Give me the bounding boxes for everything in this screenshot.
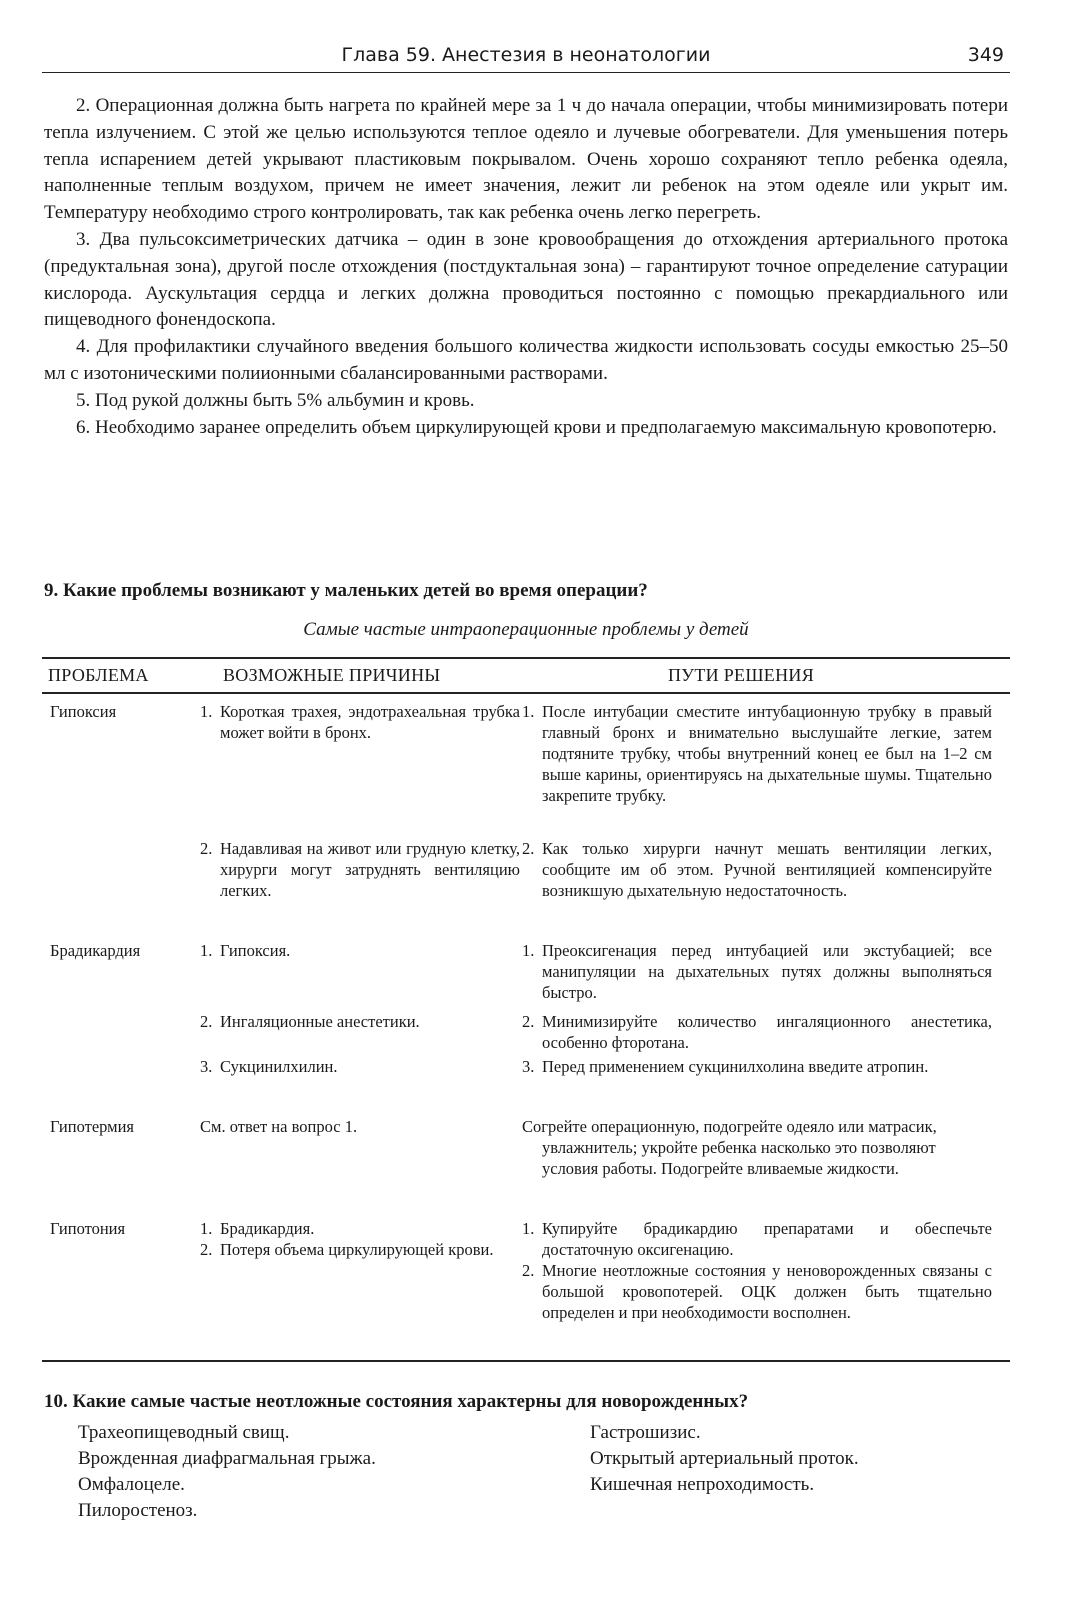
header-solutions: ПУТИ РЕШЕНИЯ xyxy=(668,665,815,685)
solution-text: Преоксигенация перед интубацией или экстубацией; все манипуляции на дыхательных путях должны выполняться быстро. xyxy=(542,941,992,1002)
cause-text: См. ответ на вопрос 1. xyxy=(200,1117,358,1136)
solution-cell xyxy=(522,701,992,806)
list-item: Омфалоцеле. xyxy=(78,1474,185,1495)
problem-hypothermia: Гипотермия xyxy=(50,1117,134,1136)
item-number: 3. xyxy=(200,1057,213,1076)
solution-cell xyxy=(522,838,992,901)
question-10: 10. Какие самые частые неотложные состояния характерны для новорожденных? xyxy=(44,1391,749,1412)
paragraph-2: 2. Операционная должна быть нагрета по крайней мере за 1 ч до начала операции, чтобы минимизировать потери тепла излучением. С этой же целью используются теплое одеяло и лучевые обогреватели. Для уменьшения потерь тепла испарением детей укрывают пластиковым покрывалом. Очень хорошо сохраняют тепло ребенка одеяла, наполненные теплым воздухом, причем не имеет значения, лежит ли ребенок на этом одеяле или укрыт им. Температуру необходимо строго контролировать, так как ребенка очень легко перегреть. xyxy=(44,95,1008,224)
chapter-title: Глава 59. Анестезия в неонатологии xyxy=(341,44,711,66)
paragraph-4: 4. Для профилактики случайного введения большого количества жидкости использовать сосуды емкостью 25–50 мл с изотоническими полиионными сбалансированными растворами. xyxy=(44,336,1008,384)
solution-cell xyxy=(522,1116,992,1179)
item-number: 2. xyxy=(200,839,213,858)
cause-text: Гипоксия. xyxy=(220,941,291,960)
item-number: 2. xyxy=(200,1240,213,1259)
paragraph-6: 6. Необходимо заранее определить объем циркулирующей крови и предполагаемую максимальную кровопотерю. xyxy=(76,416,997,438)
body-text xyxy=(44,93,1008,441)
list-item: Кишечная непроходимость. xyxy=(590,1474,815,1495)
paragraph-3: 3. Два пульсоксиметрических датчика – один в зоне кровообращения до отхождения артериального протока (предуктальная зона), другой после отхождения (постдуктальная зона) – гарантируют точное определение сатурации кислорода. Аускультация сердца и легких должна проводиться постоянно с помощью прекардиального или пищеводного фонендоскопа. xyxy=(44,228,1008,331)
solution-text: Купируйте брадикардию препаратами и обеспечьте достаточную оксигенацию. xyxy=(542,1219,992,1259)
item-number: 2. xyxy=(522,839,535,858)
solution-text: После интубации сместите интубационную трубку в правый главный бронх и внимательно выслушайте легкие, затем подтяните трубку, чтобы внутренний конец ее был на 1–2 см выше карины, ориентируясь на дыхательные шумы. Тщательно закрепите трубку. xyxy=(542,702,992,805)
cause-cell xyxy=(200,1218,520,1260)
table-bottom-rule xyxy=(42,1360,1010,1362)
paragraph-5: 5. Под рукой должны быть 5% альбумин и кровь. xyxy=(76,389,475,411)
cause-text: Короткая трахея, эндотрахеальная трубка может войти в бронх. xyxy=(220,702,520,742)
item-number: 2. xyxy=(522,1012,535,1031)
solution-text: Минимизируйте количество ингаляционного анестетика, особенно фторотана. xyxy=(542,1012,992,1052)
list-item: Открытый артериальный проток. xyxy=(590,1448,859,1469)
cause-cell xyxy=(200,838,520,901)
cause-cell xyxy=(200,1116,520,1137)
solution-text: Многие неотложные состояния у неноворожденных связаны с большой кровопотерей. ОЦК должен быть тщательно определен и при необходимости восполнен. xyxy=(542,1261,992,1322)
item-number: 1. xyxy=(200,702,213,721)
cause-cell xyxy=(200,1056,520,1077)
running-header xyxy=(42,44,1010,73)
table-caption: Самые частые интраоперационные проблемы у детей xyxy=(303,619,749,640)
item-number: 1. xyxy=(200,941,213,960)
cause-text: Брадикардия. xyxy=(220,1219,315,1238)
header-causes: ВОЗМОЖНЫЕ ПРИЧИНЫ xyxy=(223,665,441,685)
emergency-list-right xyxy=(590,1420,859,1498)
item-number: 1. xyxy=(522,941,535,960)
item-number: 1. xyxy=(522,1219,535,1238)
item-number: 2. xyxy=(200,1012,213,1031)
cause-text: Потеря объема циркулирующей крови. xyxy=(220,1240,494,1259)
header-problem: ПРОБЛЕМА xyxy=(48,665,149,685)
question-9: 9. Какие проблемы возникают у маленьких детей во время операции? xyxy=(44,580,648,601)
cause-cell xyxy=(200,701,520,743)
list-item: Врожденная диафрагмальная грыжа. xyxy=(78,1448,376,1469)
problem-bradycardia: Брадикардия xyxy=(50,941,141,960)
solution-cell xyxy=(522,1056,992,1077)
cause-cell xyxy=(200,940,520,961)
problem-hypotension: Гипотония xyxy=(50,1219,126,1238)
item-number: 3. xyxy=(522,1057,535,1076)
solution-cell xyxy=(522,940,992,1003)
problem-hypoxia: Гипоксия xyxy=(50,702,117,721)
solution-cell xyxy=(522,1011,992,1053)
cause-text: Сукцинилхилин. xyxy=(220,1057,338,1076)
cause-text: Надавливая на живот или грудную клетку, хирурги могут затруднять вентиляцию легких. xyxy=(220,839,520,900)
cause-cell xyxy=(200,1011,520,1032)
item-number: 1. xyxy=(200,1219,213,1238)
list-item: Трахеопищеводный свищ. xyxy=(78,1422,290,1443)
page-number: 349 xyxy=(967,44,1004,66)
solution-text: Согрейте операционную, подогрейте одеяло или матрасик, увлажнитель; укройте ребенка насколько это позволяют условия работы. Подогрейте вливаемые жидкости. xyxy=(522,1117,937,1178)
cause-text: Ингаляционные анестетики. xyxy=(220,1012,420,1031)
solution-text: Как только хирурги начнут мешать вентиляции легких, сообщите им об этом. Ручной вентиляцией компенсируйте возникшую дыхательную недостаточность. xyxy=(542,839,992,900)
emergency-list-left xyxy=(78,1420,376,1524)
list-item: Гастрошизис. xyxy=(590,1422,701,1443)
table-header-rule xyxy=(42,692,1010,694)
solution-cell xyxy=(522,1218,992,1323)
table-top-rule xyxy=(42,657,1010,659)
list-item: Пилоростеноз. xyxy=(78,1500,198,1521)
solution-text: Перед применением сукцинилхолина введите атропин. xyxy=(542,1057,929,1076)
item-number: 1. xyxy=(522,702,535,721)
item-number: 2. xyxy=(522,1261,535,1280)
